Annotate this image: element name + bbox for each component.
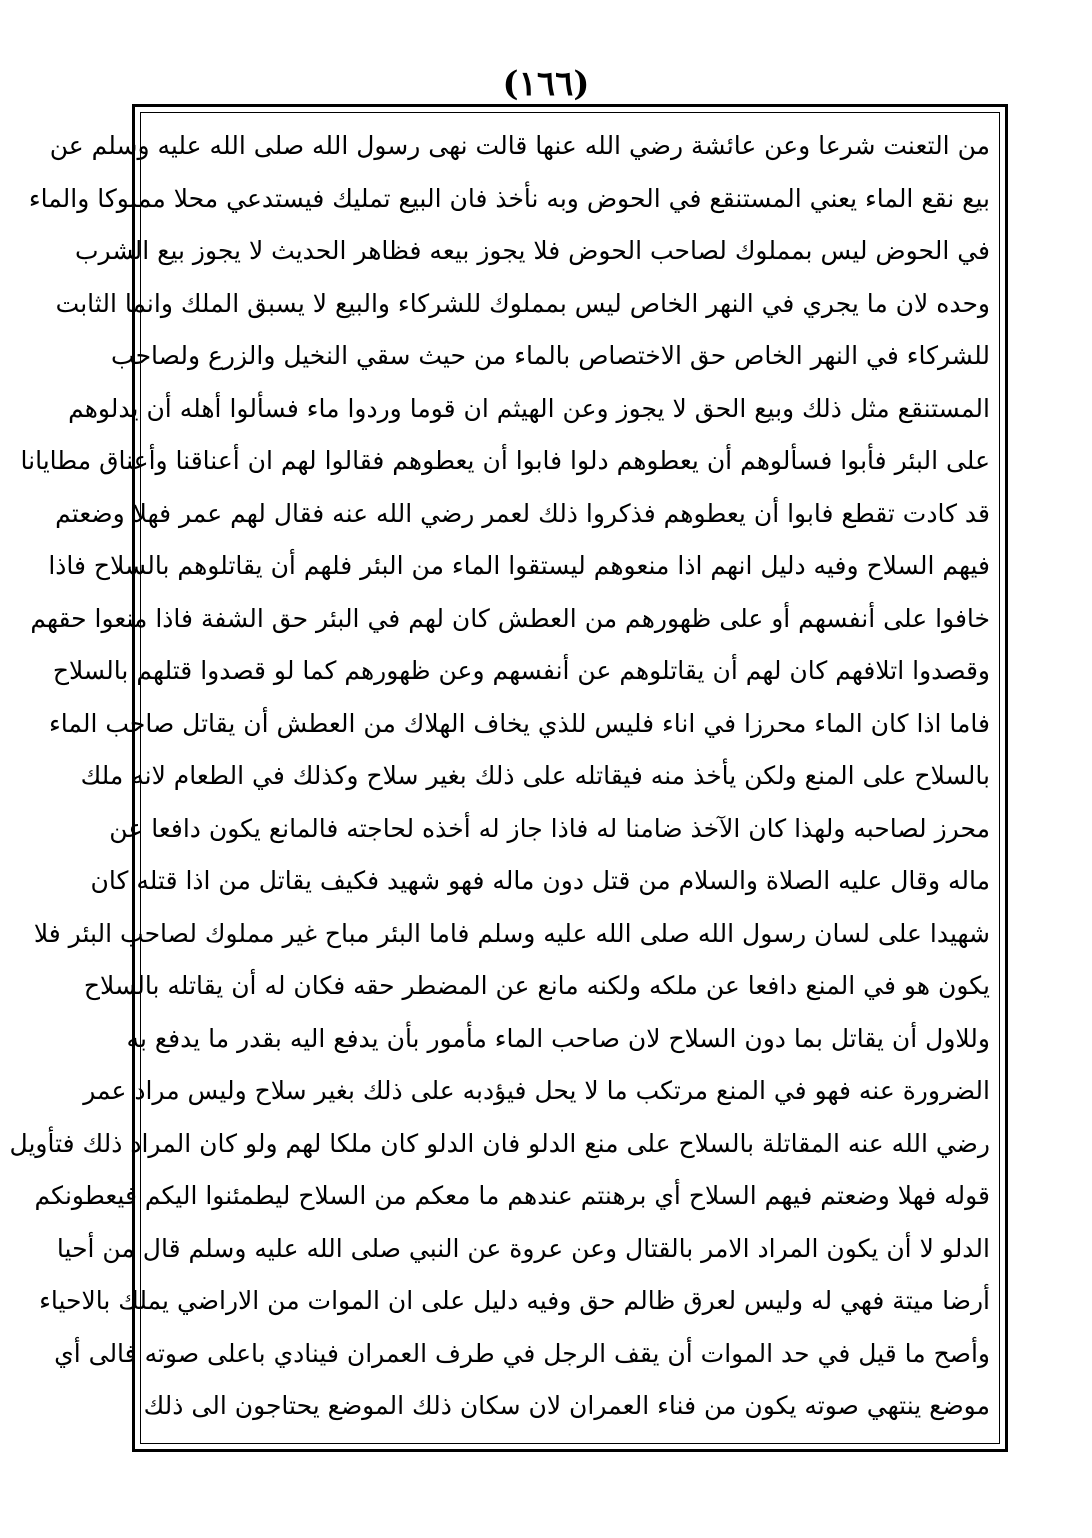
text-line: الضرورة عنه فهو في المنع مرتكب ما لا يحل فيؤدبه على ذلك بغير سلاح وليس مراد عمر [83, 1076, 990, 1105]
text-line: في الحوض ليس بمملوك لصاحب الحوض فلا يجوز بيعه فظاهر الحديث لا يجوز بيع الشرب [75, 236, 990, 265]
page-number: (١٦٦) [502, 64, 590, 104]
text-line: فاما اذا كان الماء محرزا في اناء فليس للذي يخاف الهلاك من العطش أن يقاتل صاحب الماء [49, 708, 990, 738]
text-line: بيع نقع الماء يعني المستنقع في الحوض وبه نأخذ فان البيع تمليك فيستدعي محلا مملوكا والماء [28, 183, 990, 213]
text-line: أرضا ميتة فهي له وليس لعرق ظالم حق وفيه دليل على ان الموات من الاراضي يملك بالاحياء [39, 1286, 990, 1315]
text-line: خافوا على أنفسهم أو على ظهورهم من العطش كان لهم في البئر حق الشفة فاذا منعوا حقهم [30, 603, 990, 633]
text-line: قد كادت تقطع فابوا أن يعطوهم فذكروا ذلك لعمر رضي الله عنه فقال لهم عمر فهلا وضعتم [55, 498, 990, 528]
text-line: وحده لان ما يجري في النهر الخاص ليس بمملوك للشركاء والبيع لا يسبق الملك وانما الثابت [55, 288, 990, 318]
body-text [9, 120, 990, 1433]
text-line: من التعنت شرعا وعن عائشة رضي الله عنها قالت نهى رسول الله صلى الله عليه وسلم عن [49, 131, 990, 160]
text-line: فيهم السلاح وفيه دليل انهم اذا منعوهم ليستقوا الماء من البئر فلهم أن يقاتلوهم بالسلاح فاذا [48, 551, 990, 580]
text-line: وأصح ما قيل في حد الموات أن يقف الرجل في طرف العمران فينادي باعلى صوته فالى أي [54, 1338, 990, 1368]
text-line: وللاول أن يقاتل بما دون السلاح لان صاحب الماء مأمور بأن يدفع اليه بقدر ما يدفع به [126, 1023, 990, 1053]
text-line: بالسلاح على المنع ولكن يأخذ منه فيقاتله على ذلك بغير سلاح وكذلك في الطعام لانه ملك [80, 761, 990, 790]
text-line: قوله فهلا وضعتم فيهم السلاح أي برهنتم عندهم ما معكم من السلاح ليطمئنوا اليكم فيعطونكم [34, 1181, 990, 1210]
text-line: موضع ينتهي صوته يكون من فناء العمران لان سكان ذلك الموضع يحتاجون الى ذلك [143, 1391, 990, 1420]
text-line: على البئر فأبوا فسألوهم أن يعطوهم دلوا فابوا أن يعطوهم فقالوا لهم ان أعناقنا وأعناق مطايانا [20, 446, 990, 475]
text-line: للشركاء في النهر الخاص حق الاختصاص بالماء من حيث سقي النخيل والزرع ولصاحب [111, 341, 990, 370]
text-line: يكون هو في المنع دافعا عن ملكه ولكنه مانع عن المضطر حقه فكان له أن يقاتله بالسلاح [83, 971, 990, 1000]
text-line: محرز لصاحبه ولهذا كان الآخذ ضامنا له فاذا جاز له أخذه لحاجته فالمانع يكون دافعا عن [109, 813, 990, 843]
text-line: رضي الله عنه المقاتلة بالسلاح على منع الدلو فان الدلو كان ملكا لهم ولو كان المراد ذلك فتأويل [9, 1128, 990, 1158]
text-line: الدلو لا أن يكون المراد الامر بالقتال وعن عروة عن النبي صلى الله عليه وسلم قال من أحيا [56, 1233, 990, 1263]
text-line: المستنقع مثل ذلك وبيع الحق لا يجوز وعن الهيثم ان قوما وردوا ماء فسألوا أهله أن يدلوهم [68, 393, 990, 423]
text-line: وقصدوا اتلافهم كان لهم أن يقاتلوهم عن أنفسهم وعن ظهورهم كما لو قصدوا قتلهم بالسلاح [52, 656, 990, 685]
text-line: شهيدا على لسان رسول الله صلى الله عليه وسلم فاما البئر مباح غير مملوك لصاحب البئر فلا [33, 918, 990, 948]
text-line: ماله وقال عليه الصلاة والسلام من قتل دون ماله فهو شهيد فكيف يقاتل من اذا قتله كان [90, 866, 990, 895]
